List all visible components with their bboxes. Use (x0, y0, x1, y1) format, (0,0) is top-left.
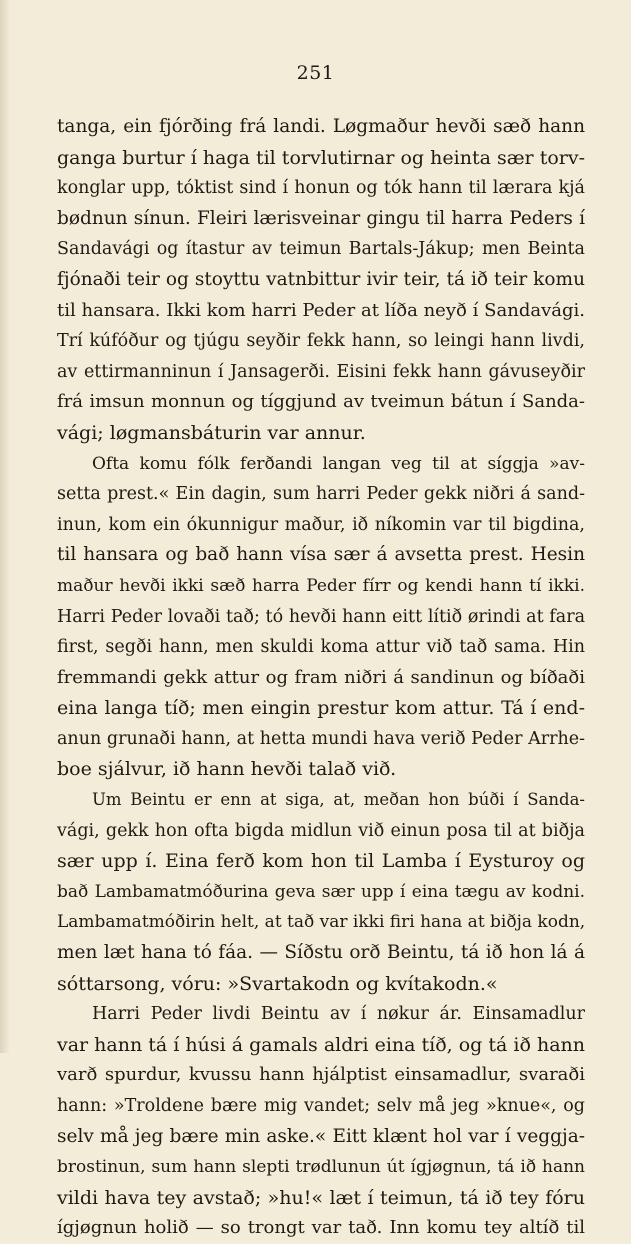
text-line: ganga burtur í haga til torvlutirnar og heinta sær torv- (57, 146, 585, 169)
text-line: av ettirmanninun í Jansagerði. Eisini fekk hann gávuseyðir (57, 361, 585, 382)
text-line: frá imsun monnun og tíggjund av tveimun bátun í Sanda- (57, 391, 585, 413)
text-line: vildi hava tey avstað; »hu!« læt í teimun, tá ið tey fóru (57, 1186, 585, 1209)
text-line: til hansara. Ikki kom harri Peder at líða neyð í Sandavági. (57, 299, 585, 321)
text-line: brostinun, sum hann slepti trødlunun út ígjøgnun, tá ið hann (57, 1157, 585, 1178)
text-line: Trí kúfóður og tjúgu seyðir fekk hann, so leingi hann livdi, (57, 331, 585, 352)
text-line: boe sjálvur, ið hann hevði talað við. (57, 758, 397, 781)
text-line: anun grunaði hann, at hetta mundi hava verið Peder Arrhe- (57, 728, 585, 749)
text-line: varð spurdur, kvussu hann hjálptist einsamadlur, svaraði (57, 1064, 585, 1086)
text-line: selv må jeg bære min aske.« Eitt klænt hol var í veggja- (57, 1125, 585, 1147)
text-line: vági, gekk hon ofta bigda midlun við einun posa til at biðja (57, 820, 585, 841)
text-line: fjónaði teir og stoyttu vatnbittur ivir teir, tá ið teir komu (57, 268, 585, 290)
text-line: vági; løgmansbáturin var annur. (57, 421, 366, 444)
text-line: tanga, ein fjórðing frá landi. Løgmaður hevði sæð hann (57, 116, 585, 137)
text-line: fremmandi gekk attur og fram niðri á sandinun og bíðaði (57, 666, 585, 688)
body-text (57, 112, 585, 1244)
text-line: Ofta komu fólk ferðandi langan veg til at síggja »av- (92, 453, 585, 474)
text-line: konglar upp, tóktist sind í honun og tók hann til lærara kjá (57, 178, 585, 199)
page-number: 251 (296, 62, 335, 84)
text-line: Lambamatmóðirin helt, at tað var ikki firi hana at biðja kodn, (57, 912, 586, 933)
text-line: sóttarsong, vóru: »Svartakodn og kvítakodn.« (57, 972, 498, 995)
text-line: men læt hana tó fáa. — Síðstu orð Beintu, tá ið hon lá á (57, 942, 585, 964)
text-line: Sandavági og ítastur av teimun Bartals-Jákup; men Beinta (57, 239, 585, 260)
text-line: eina langa tíð; men eingin prestur kom attur. Tá í end- (57, 697, 585, 720)
text-line: first, segði hann, men skuldi koma attur við tað sama. Hin (57, 637, 585, 658)
text-line: Harri Peder livdi Beintu av í nøkur ár. Einsamadlur (92, 1004, 585, 1025)
text-line: inun, kom ein ókunnigur maður, ið níkomin var til bigdina, (57, 514, 585, 535)
text-line: var hann tá í húsi á gamals aldri eina tíð, og tá ið hann (57, 1033, 585, 1056)
text-line: ígjøgnun holið — so trongt var tað. Inn komu tey altíð til (57, 1217, 585, 1239)
text-line: bødnun sínun. Fleiri lærisveinar gingu til harra Peders í (57, 207, 585, 229)
text-line: til hansara og bað hann vísa sær á avsetta prest. Hesin (57, 544, 585, 566)
text-line: setta prest.« Ein dagin, sum harri Peder gekk niðri á sand- (57, 484, 585, 505)
text-line: hann: »Troldene bære mig vandet; selv må jeg »knue«, og (57, 1096, 585, 1116)
text-line: Harri Peder lovaði tað; tó hevði hann eitt lítið ørindi at fara (57, 606, 585, 627)
page-edge-shadow (0, 0, 10, 1053)
text-line: bað Lambamatmóðurina geva sær upp í eina tægu av kodni. (57, 881, 585, 902)
text-line: sær upp í. Eina ferð kom hon til Lamba í Eysturoy og (57, 850, 585, 873)
text-line: Um Beintu er enn at siga, at, meðan hon búði í Sanda- (92, 790, 585, 810)
text-line: maður hevði ikki sæð harra Peder fírr og kendi hann tí ikki. (57, 575, 585, 596)
